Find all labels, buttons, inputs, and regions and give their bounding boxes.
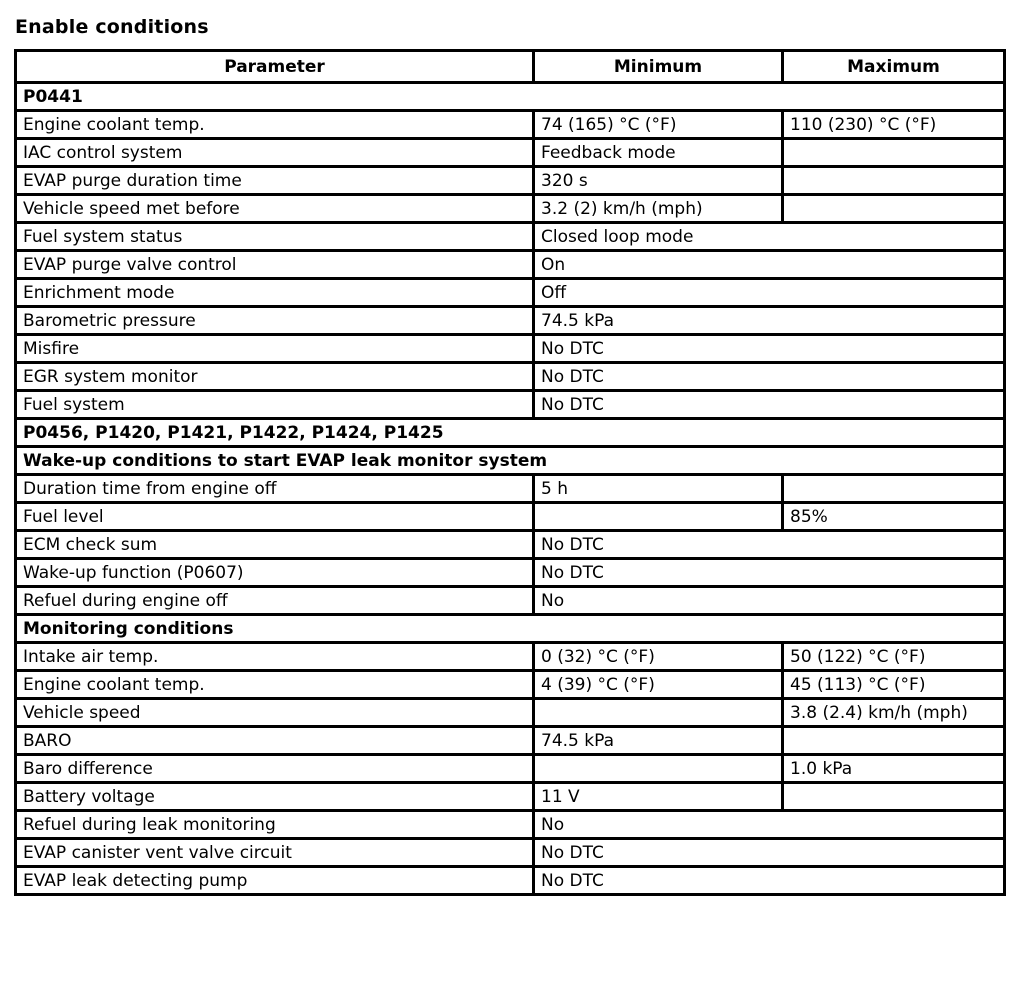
table-row [16, 111, 1005, 139]
maximum-cell [783, 195, 1005, 223]
header-parameter: Parameter [16, 51, 534, 83]
table-header-row [16, 51, 1005, 83]
parameter-cell: EVAP leak detecting pump [16, 867, 534, 895]
minimum-cell: 5 h [534, 475, 783, 503]
minimum-cell: 0 (32) °C (°F) [534, 643, 783, 671]
enable-conditions-table [14, 49, 1006, 896]
maximum-cell: 110 (230) °C (°F) [783, 111, 1005, 139]
minimum-cell: No DTC [534, 531, 1005, 559]
parameter-cell: IAC control system [16, 139, 534, 167]
minimum-cell: No DTC [534, 335, 1005, 363]
minimum-cell [534, 503, 783, 531]
table-row [16, 251, 1005, 279]
parameter-cell: Vehicle speed [16, 699, 534, 727]
minimum-cell: No DTC [534, 363, 1005, 391]
table-row [16, 839, 1005, 867]
header-minimum: Minimum [534, 51, 783, 83]
parameter-cell: Barometric pressure [16, 307, 534, 335]
minimum-cell: 4 (39) °C (°F) [534, 671, 783, 699]
maximum-cell [783, 139, 1005, 167]
minimum-cell [534, 699, 783, 727]
parameter-cell: Wake-up function (P0607) [16, 559, 534, 587]
table-row [16, 167, 1005, 195]
table-row [16, 643, 1005, 671]
maximum-cell [783, 475, 1005, 503]
minimum-cell: Off [534, 279, 1005, 307]
maximum-cell: 85% [783, 503, 1005, 531]
parameter-cell: Misfire [16, 335, 534, 363]
table-row [16, 783, 1005, 811]
minimum-cell: Feedback mode [534, 139, 783, 167]
maximum-cell [783, 727, 1005, 755]
minimum-cell: No [534, 811, 1005, 839]
parameter-cell: Engine coolant temp. [16, 671, 534, 699]
maximum-cell: 45 (113) °C (°F) [783, 671, 1005, 699]
parameter-cell: Enrichment mode [16, 279, 534, 307]
minimum-cell: 320 s [534, 167, 783, 195]
table-row [16, 503, 1005, 531]
parameter-cell: EGR system monitor [16, 363, 534, 391]
maximum-cell: 1.0 kPa [783, 755, 1005, 783]
parameter-cell: ECM check sum [16, 531, 534, 559]
section-label: P0456, P1420, P1421, P1422, P1424, P1425 [16, 419, 1005, 447]
parameter-cell: BARO [16, 727, 534, 755]
table-row [16, 195, 1005, 223]
minimum-cell: No DTC [534, 391, 1005, 419]
table-row [16, 279, 1005, 307]
table-row [16, 223, 1005, 251]
table-row [16, 587, 1005, 615]
parameter-cell: Intake air temp. [16, 643, 534, 671]
table-row [16, 671, 1005, 699]
maximum-cell: 50 (122) °C (°F) [783, 643, 1005, 671]
parameter-cell: Baro difference [16, 755, 534, 783]
page-title: Enable conditions [15, 16, 209, 38]
section-label: Monitoring conditions [16, 615, 1005, 643]
minimum-cell: 74.5 kPa [534, 307, 1005, 335]
minimum-cell: No DTC [534, 559, 1005, 587]
minimum-cell: No DTC [534, 839, 1005, 867]
parameter-cell: Refuel during leak monitoring [16, 811, 534, 839]
parameter-cell: EVAP canister vent valve circuit [16, 839, 534, 867]
section-header-row [16, 419, 1005, 447]
section-header-row [16, 615, 1005, 643]
minimum-cell: 11 V [534, 783, 783, 811]
parameter-cell: Fuel system status [16, 223, 534, 251]
section-label: Wake-up conditions to start EVAP leak monitor system [16, 447, 1005, 475]
table-body [16, 83, 1005, 895]
minimum-cell: 74.5 kPa [534, 727, 783, 755]
maximum-cell [783, 783, 1005, 811]
section-header-row [16, 83, 1005, 111]
table-row [16, 811, 1005, 839]
table-row [16, 335, 1005, 363]
parameter-cell: EVAP purge valve control [16, 251, 534, 279]
table-row [16, 755, 1005, 783]
parameter-cell: Fuel level [16, 503, 534, 531]
parameter-cell: Vehicle speed met before [16, 195, 534, 223]
table-row [16, 559, 1005, 587]
parameter-cell: Duration time from engine off [16, 475, 534, 503]
table-row [16, 475, 1005, 503]
table-row [16, 391, 1005, 419]
minimum-cell: No [534, 587, 1005, 615]
parameter-cell: Engine coolant temp. [16, 111, 534, 139]
minimum-cell: Closed loop mode [534, 223, 1005, 251]
section-header-row [16, 447, 1005, 475]
table-row [16, 699, 1005, 727]
parameter-cell: Fuel system [16, 391, 534, 419]
parameter-cell: EVAP purge duration time [16, 167, 534, 195]
minimum-cell: 3.2 (2) km/h (mph) [534, 195, 783, 223]
minimum-cell: 74 (165) °C (°F) [534, 111, 783, 139]
table-row [16, 867, 1005, 895]
maximum-cell [783, 167, 1005, 195]
parameter-cell: Battery voltage [16, 783, 534, 811]
minimum-cell: No DTC [534, 867, 1005, 895]
table-row [16, 531, 1005, 559]
minimum-cell [534, 755, 783, 783]
minimum-cell: On [534, 251, 1005, 279]
table-row [16, 307, 1005, 335]
parameter-cell: Refuel during engine off [16, 587, 534, 615]
table-row [16, 727, 1005, 755]
maximum-cell: 3.8 (2.4) km/h (mph) [783, 699, 1005, 727]
table-row [16, 139, 1005, 167]
header-maximum: Maximum [783, 51, 1005, 83]
section-label: P0441 [16, 83, 1005, 111]
table-row [16, 363, 1005, 391]
